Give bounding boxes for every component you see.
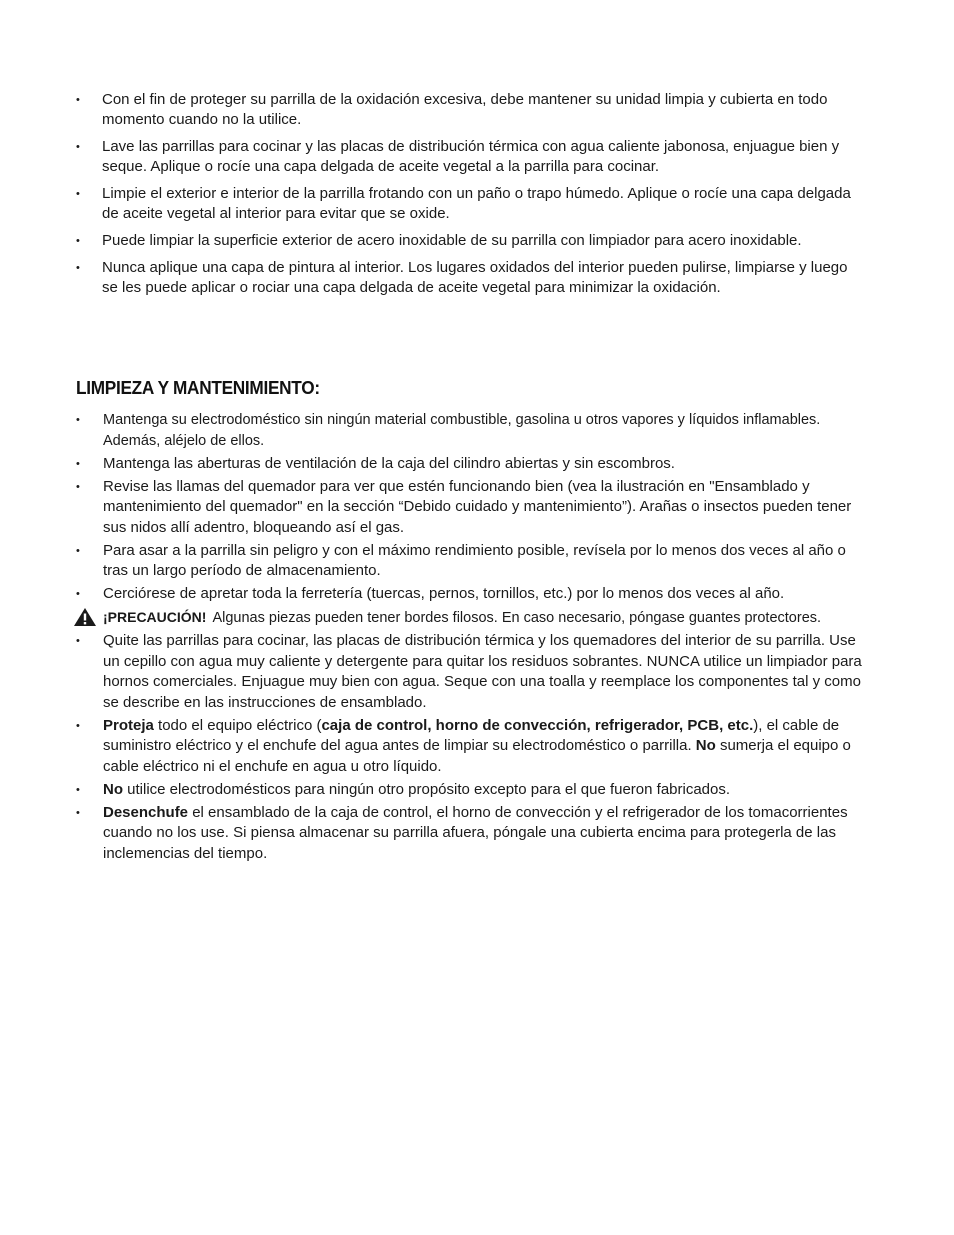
- bullet: •: [76, 94, 80, 106]
- list-item-text: todo el equipo eléctrico (: [153, 716, 322, 734]
- list-item-text: Cerciórese de apretar toda la ferretería (tuercas, pernos, tornillos, etc.) por lo menos dos veces al año.: [103, 585, 785, 602]
- bullet: •: [76, 262, 80, 274]
- section-heading: LIMPIEZA Y MANTENIMIENTO:: [76, 377, 320, 398]
- list-item-text: el ensamblado de la caja de control, el horno de convección y el refrigerador de los tomacorrientes cuando no los use. Si piensa almacenar su parrilla afuera, póngale una cubierta encima para protegerla de las inclemencias del tiempo.: [103, 803, 848, 862]
- list-item: [76, 231, 866, 251]
- list-item-text: Lave las parrillas para cocinar y las placas de distribución térmica con agua caliente jabonosa, enjuague bien y seque. Aplique o rocíe una capa delgada de aceite vegetal a la parrilla para cocinar.: [102, 138, 840, 175]
- list-item: [76, 258, 866, 298]
- list-item: [76, 716, 866, 778]
- list-item: [76, 477, 866, 539]
- list-item: [76, 631, 866, 713]
- list-item-text: ), el cable de suministro eléctrico y el enchufe del agua antes de limpiar su electrodoméstico o parrilla.: [103, 716, 840, 754]
- bullet: •: [76, 783, 80, 796]
- bullet: •: [76, 188, 80, 200]
- list-item-text: Para asar a la parrilla sin peligro y con el máximo rendimiento posible, revísela por lo menos dos veces al año o tras un largo período de almacenamiento.: [103, 541, 846, 579]
- list-item-text: Puede limpiar la superficie exterior de acero inoxidable de su parrilla con limpiador para acero inoxidable.: [102, 232, 802, 249]
- bullet: •: [76, 635, 80, 647]
- bullet: •: [76, 235, 80, 247]
- list-item: [76, 454, 866, 475]
- list-item-text: Quite las parrillas para cocinar, las placas de distribución térmica y los quemadores del interior de su parrilla. Use un cepillo con agua muy caliente y detergente para quitar los residuos sobrantes. NUNCA utilice un limpiador para hornos comerciales. Enjuague muy bien con agua. Seque con una toalla y reemplace los componentes tal y como se describe en las instrucciones de ensamblado.: [103, 632, 862, 711]
- list-item-text: sumerja el equipo o cable eléctrico ni el enchufe en agua u otro líquido.: [103, 737, 851, 775]
- emphasis-text: No: [103, 780, 123, 798]
- bullet: •: [76, 719, 80, 732]
- bullet: •: [76, 457, 80, 470]
- list-item-text: Revise las llamas del quemador para ver que estén funcionando bien (vea la ilustración en "Ensamblado y mantenimiento del quemador" en la sección “Debido cuidado y mantenimiento”). Arañas o insectos pueden tener sus nidos allí adentro, bloqueando así el gas.: [103, 477, 852, 536]
- care-tips-list: [76, 90, 866, 305]
- list-item: [76, 410, 866, 451]
- list-item-text: Mantenga su electrodoméstico sin ningún material combustible, gasolina u otros vapores y líquidos inflamables. Además, aléjelo de ellos.: [103, 412, 821, 449]
- list-item-text: utilice electrodomésticos para ningún otro propósito excepto para el que fueron fabricados.: [123, 780, 731, 798]
- bullet: •: [76, 544, 80, 557]
- bullet: •: [76, 480, 80, 493]
- bullet: •: [76, 414, 80, 426]
- emphasis-text: Proteja: [103, 716, 154, 734]
- list-item-text: Mantenga las aberturas de ventilación de la caja del cilindro abiertas y sin escombros.: [103, 454, 675, 472]
- caution-text: Algunas piezas pueden tener bordes filosos. En caso necesario, póngase guantes protectores.: [212, 610, 822, 626]
- list-item: [76, 90, 866, 130]
- caution-label: ¡PRECAUCIÓN!: [103, 609, 207, 625]
- list-item-text: Con el fin de proteger su parrilla de la oxidación excesiva, debe mantener su unidad limpia y cubierta en todo momento cuando no la utilice.: [102, 91, 828, 128]
- list-item: [76, 137, 866, 177]
- bullet: •: [76, 806, 80, 819]
- emphasis-text: No: [695, 737, 716, 754]
- list-item-text: Limpie el exterior e interior de la parrilla frotando con un paño o trapo húmedo. Aplique o rocíe una capa delgada de aceite vegetal al interior para evitar que se oxide.: [102, 185, 851, 222]
- list-item: [76, 803, 866, 865]
- caution-notice: [76, 607, 866, 629]
- bullet: •: [76, 141, 80, 153]
- list-item-text: Nunca aplique una capa de pintura al interior. Los lugares oxidados del interior pueden pulirse, limpiarse y luego se les puede aplicar o rociar una capa delgada de aceite vegetal para minimizar la oxidación.: [102, 259, 848, 296]
- list-item: [76, 184, 866, 224]
- emphasis-text: caja de control, horno de convección, refrigerador, PCB, etc.: [321, 716, 754, 734]
- emphasis-text: Desenchufe: [103, 803, 189, 821]
- list-item: [76, 541, 866, 582]
- warning-triangle-icon: [73, 607, 97, 627]
- list-item: [76, 780, 866, 801]
- list-item: [76, 584, 866, 605]
- bullet: •: [76, 588, 80, 600]
- cleaning-maintenance-list: [76, 410, 866, 867]
